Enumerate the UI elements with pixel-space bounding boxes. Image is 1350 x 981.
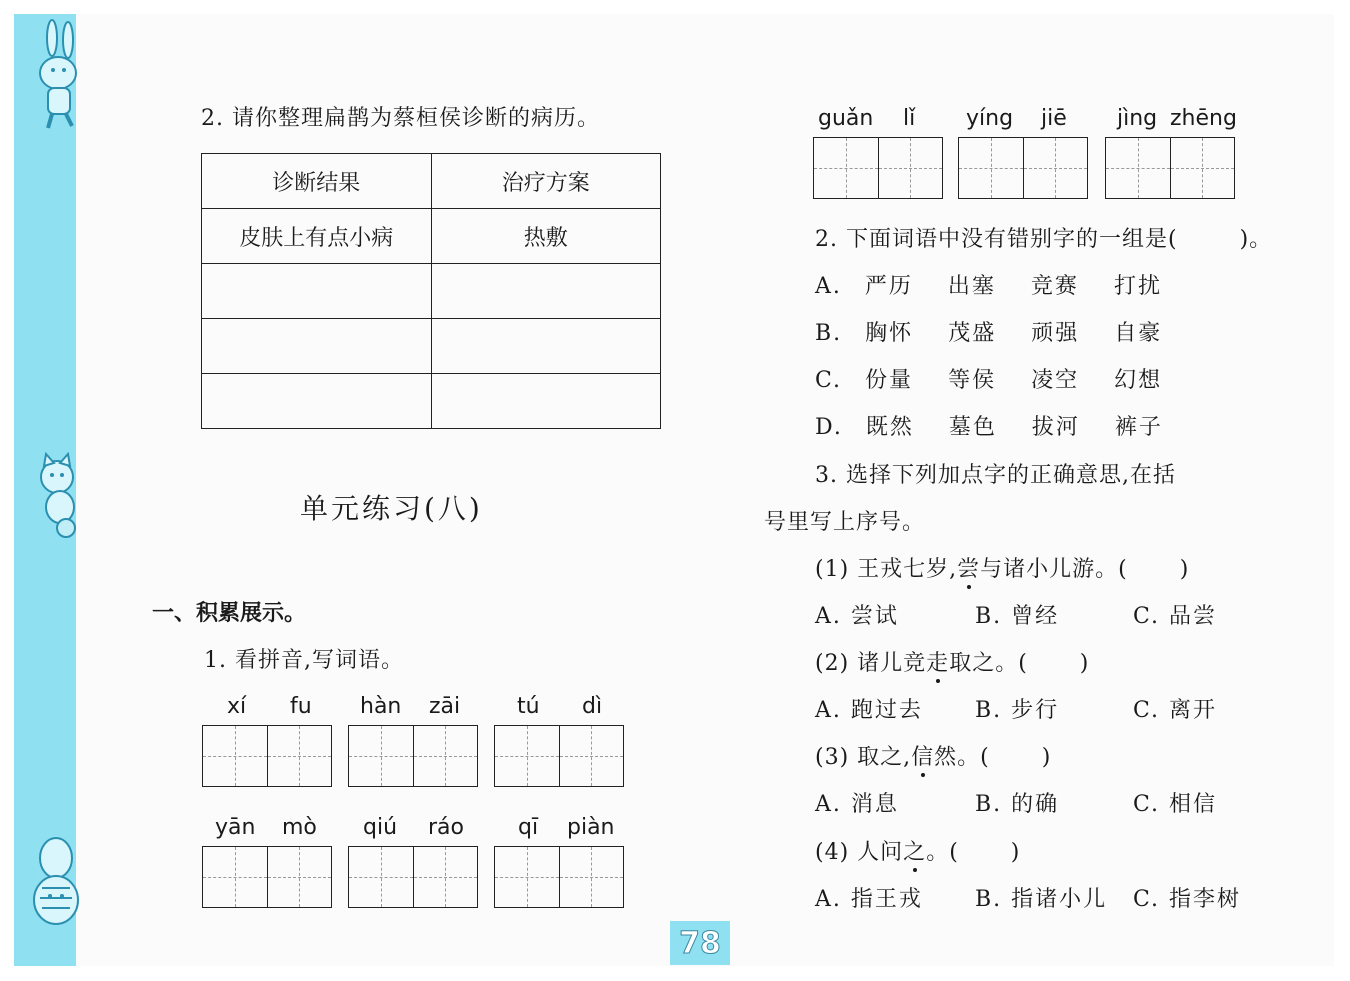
sub-question bbox=[815, 835, 1020, 866]
question-1-prompt: 1. 看拼音,写词语。 bbox=[204, 648, 404, 673]
option-word: 份量 bbox=[865, 368, 914, 393]
sub-question-close: ) bbox=[1179, 557, 1190, 582]
writing-box[interactable] bbox=[494, 725, 624, 787]
option-row bbox=[815, 316, 1162, 347]
option-word: 凌空 bbox=[1031, 368, 1080, 393]
option-word: 打扰 bbox=[1113, 274, 1162, 299]
sub-question-text: (3) 取之, bbox=[815, 745, 912, 770]
option-word: 竞赛 bbox=[1030, 274, 1079, 299]
option-letter: C. bbox=[815, 368, 843, 393]
pinyin-label: lǐ bbox=[903, 106, 916, 131]
option-row bbox=[815, 693, 1217, 724]
pinyin-label: yíng bbox=[966, 106, 1014, 131]
sub-question bbox=[815, 552, 1189, 583]
pinyin-label: guǎn bbox=[818, 106, 874, 131]
table-header: 诊断结果 bbox=[202, 154, 432, 209]
option-row bbox=[815, 410, 1163, 441]
option-text: A. 消息 bbox=[815, 792, 899, 817]
option-text: B. 曾经 bbox=[975, 604, 1060, 629]
table-cell: 皮肤上有点小病 bbox=[202, 209, 432, 264]
option-word: 等侯 bbox=[948, 368, 997, 393]
table-cell-blank[interactable] bbox=[431, 374, 661, 429]
sub-question-close: ) bbox=[1079, 651, 1090, 676]
pinyin-label: dì bbox=[582, 694, 603, 719]
option-letter: A. bbox=[815, 274, 842, 299]
pinyin-label: zāi bbox=[429, 694, 461, 719]
option-text: B. 步行 bbox=[975, 698, 1060, 723]
sub-question-close: ) bbox=[1041, 745, 1052, 770]
option-word: 裤子 bbox=[1114, 415, 1163, 440]
option-row bbox=[815, 363, 1162, 394]
pinyin-label: zhēng bbox=[1170, 106, 1237, 131]
table-cell: 热敷 bbox=[431, 209, 661, 264]
pinyin-label: piàn bbox=[567, 815, 615, 840]
option-row bbox=[815, 269, 1162, 300]
question-3-prompt-line2: 号里写上序号。 bbox=[764, 510, 926, 535]
table-cell-blank[interactable] bbox=[202, 264, 432, 319]
option-text: B. 指诸小儿 bbox=[975, 887, 1108, 912]
pinyin-label: yān bbox=[215, 815, 256, 840]
option-word: 茂盛 bbox=[948, 321, 997, 346]
sub-question-text: 然。( bbox=[934, 745, 990, 770]
option-text: C. 指李树 bbox=[1133, 887, 1242, 912]
pinyin-label: xí bbox=[227, 694, 247, 719]
option-text: A. 指王戎 bbox=[815, 887, 923, 912]
writing-box[interactable] bbox=[348, 725, 478, 787]
diagnosis-table bbox=[201, 153, 661, 429]
option-text: C. 品尝 bbox=[1133, 604, 1218, 629]
sub-question-text: (2) 诸儿竞 bbox=[815, 651, 927, 676]
table-cell-blank[interactable] bbox=[431, 319, 661, 374]
table-cell-blank[interactable] bbox=[202, 374, 432, 429]
writing-box[interactable] bbox=[202, 846, 332, 908]
option-word: 既然 bbox=[865, 415, 914, 440]
option-row bbox=[815, 787, 1217, 818]
question-2-right-text: 2. 下面词语中没有错别字的一组是( bbox=[815, 227, 1178, 252]
option-word: 胸怀 bbox=[865, 321, 914, 346]
dotted-character: 尝 bbox=[957, 552, 980, 583]
sub-question bbox=[815, 646, 1089, 677]
pinyin-label: jiē bbox=[1041, 106, 1067, 131]
sub-question-text: (1) 王戎七岁, bbox=[815, 557, 958, 582]
writing-box[interactable] bbox=[202, 725, 332, 787]
sub-question-text: 与诸小儿游。( bbox=[980, 557, 1128, 582]
option-letter: B. bbox=[815, 321, 843, 346]
option-word: 墓色 bbox=[948, 415, 997, 440]
table-header: 治疗方案 bbox=[431, 154, 661, 209]
option-text: C. 离开 bbox=[1133, 698, 1218, 723]
writing-box[interactable] bbox=[348, 846, 478, 908]
pinyin-label: tú bbox=[517, 694, 540, 719]
pinyin-label: ráo bbox=[428, 815, 464, 840]
pinyin-label: qī bbox=[518, 815, 539, 840]
pinyin-label: mò bbox=[282, 815, 317, 840]
option-text: C. 相信 bbox=[1133, 792, 1218, 817]
sub-question bbox=[815, 740, 1051, 771]
writing-box[interactable] bbox=[813, 137, 943, 199]
question-2-right-prompt bbox=[815, 222, 1272, 253]
option-text: A. 尝试 bbox=[815, 604, 899, 629]
writing-box[interactable] bbox=[958, 137, 1088, 199]
sub-question-text: 。( bbox=[926, 840, 959, 865]
question-3-prompt-line1: 3. 选择下列加点字的正确意思,在括 bbox=[815, 463, 1176, 488]
writing-box[interactable] bbox=[1105, 137, 1235, 199]
question-2-right-close: )。 bbox=[1239, 227, 1273, 252]
table-cell-blank[interactable] bbox=[202, 319, 432, 374]
table-cell-blank[interactable] bbox=[431, 264, 661, 319]
option-row bbox=[815, 599, 1217, 630]
pinyin-label: hàn bbox=[360, 694, 402, 719]
option-letter: D. bbox=[815, 415, 843, 440]
section-title: 一、积累展示。 bbox=[152, 601, 307, 626]
option-word: 幻想 bbox=[1114, 368, 1163, 393]
sub-question-close: ) bbox=[1010, 840, 1021, 865]
sub-question-text: 取之。( bbox=[949, 651, 1028, 676]
option-text: A. 跑过去 bbox=[815, 698, 923, 723]
option-word: 出塞 bbox=[947, 274, 996, 299]
dotted-character: 走 bbox=[926, 646, 949, 677]
pinyin-label: qiú bbox=[363, 815, 398, 840]
option-row bbox=[815, 882, 1241, 913]
page-number: 78 bbox=[670, 921, 730, 965]
tiger-mascot-icon bbox=[24, 830, 90, 940]
dotted-character: 之 bbox=[903, 835, 926, 866]
cat-mascot-icon bbox=[22, 452, 92, 542]
pinyin-label: jìng bbox=[1117, 106, 1158, 131]
option-word: 顽强 bbox=[1031, 321, 1080, 346]
rabbit-mascot-icon bbox=[18, 18, 98, 133]
sub-question-text: (4) 人问 bbox=[815, 840, 904, 865]
pinyin-label: fu bbox=[290, 694, 312, 719]
option-word: 严历 bbox=[864, 274, 913, 299]
option-text: B. 的确 bbox=[975, 792, 1060, 817]
writing-box[interactable] bbox=[494, 846, 624, 908]
option-word: 自豪 bbox=[1114, 321, 1163, 346]
unit-title: 单元练习(八) bbox=[300, 492, 483, 525]
question-2-prompt: 2. 请你整理扁鹊为蔡桓侯诊断的病历。 bbox=[201, 106, 600, 131]
dotted-character: 信 bbox=[911, 740, 934, 771]
option-word: 拔河 bbox=[1031, 415, 1080, 440]
